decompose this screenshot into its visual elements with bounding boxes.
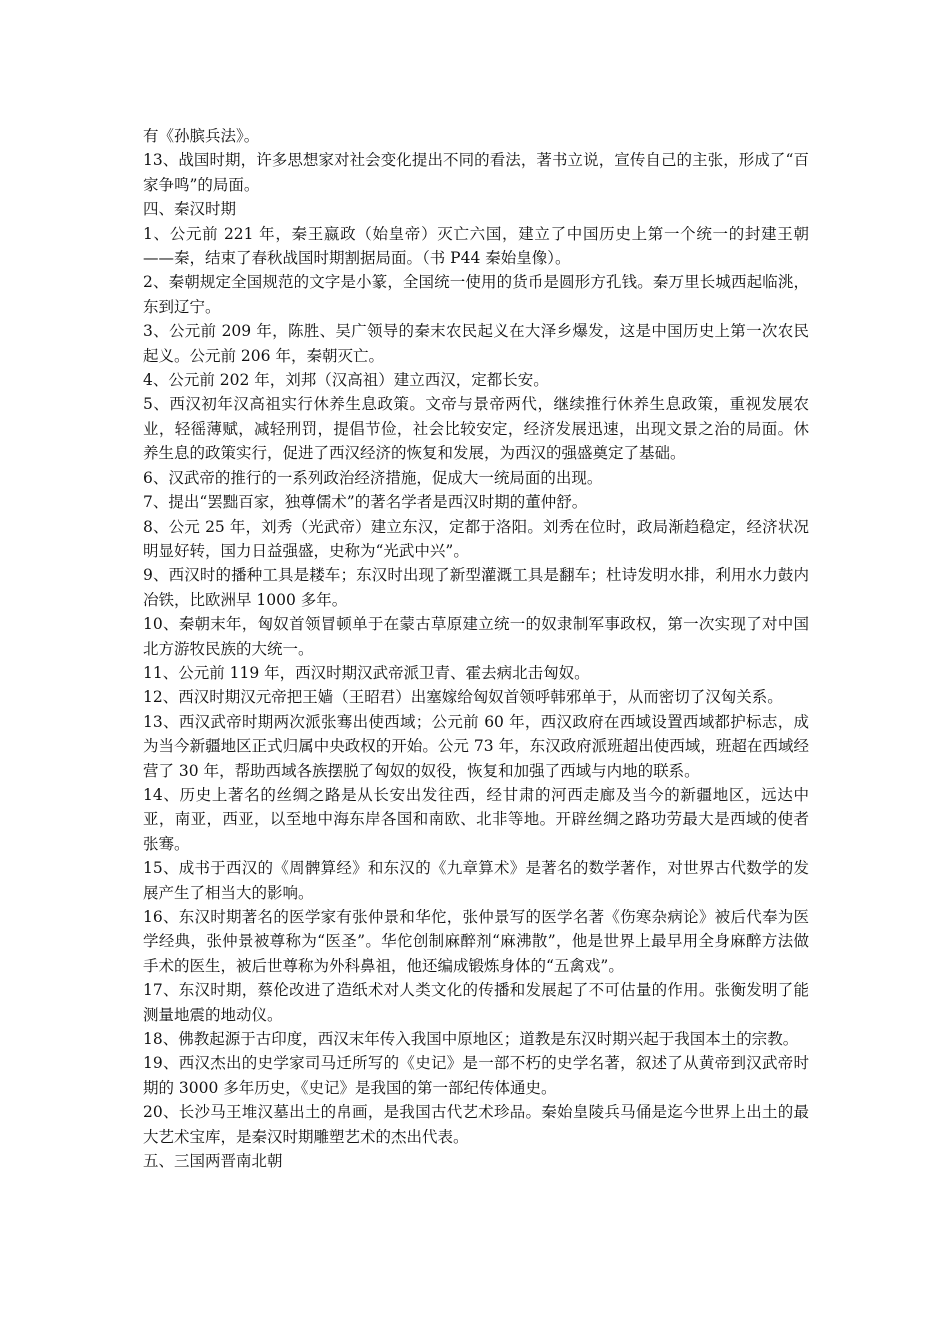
paragraph: 3、公元前 209 年，陈胜、吴广领导的秦末农民起义在大泽乡爆发，这是中国历史上第一次农民起义。公元前 206 年，秦朝灭亡。: [143, 322, 809, 365]
paragraph: 有《孙膑兵法》。: [143, 127, 260, 145]
paragraph: 2、秦朝规定全国规范的文字是小篆，全国统一使用的货币是圆形方孔钱。秦万里长城西起临洮，东到辽宁。: [143, 273, 809, 316]
paragraph: 20、长沙马王堆汉墓出土的帛画，是我国古代艺术珍品。秦始皇陵兵马俑是迄今世界上出土的最大艺术宝库，是秦汉时期雕塑艺术的杰出代表。: [143, 1103, 809, 1146]
paragraph: 15、成书于西汉的《周髀算经》和东汉的《九章算术》是著名的数学著作，对世界古代数学的发展产生了相当大的影响。: [143, 859, 809, 902]
paragraph: 5、西汉初年汉高祖实行休养生息政策。文帝与景帝两代，继续推行休养生息政策，重视发展农业，轻徭薄赋，减轻刑罚，提倡节俭，社会比较安定，经济发展迅速，出现文景之治的局面。休养生息的政策实行，促进了西汉经济的恢复和发展，为西汉的强盛奠定了基础。: [143, 395, 809, 463]
paragraph: 13、战国时期，许多思想家对社会变化提出不同的看法，著书立说，宣传自己的主张，形成了“百家争鸣”的局面。: [143, 151, 809, 194]
paragraph: 17、东汉时期，蔡伦改进了造纸术对人类文化的传播和发展起了不可估量的作用。张衡发明了能测量地震的地动仪。: [143, 981, 809, 1024]
section-heading: 四、秦汉时期: [143, 200, 237, 219]
paragraph: 9、西汉时的播种工具是耧车；东汉时出现了新型灌溉工具是翻车；杜诗发明水排，利用水力鼓内冶铁，比欧洲早 1000 多年。: [143, 566, 809, 609]
paragraph: 8、公元 25 年，刘秀（光武帝）建立东汉，定都于洛阳。刘秀在位时，政局渐趋稳定，经济状况明显好转，国力日益强盛，史称为“光武中兴”。: [143, 517, 809, 560]
paragraph: 4、公元前 202 年，刘邦（汉高祖）建立西汉，定都长安。: [143, 371, 549, 390]
paragraph: 7、提出“罢黜百家，独尊儒术”的著名学者是西汉时期的董仲舒。: [143, 493, 588, 512]
paragraph: 19、西汉杰出的史学家司马迁所写的《史记》是一部不朽的史学名著，叙述了从黄帝到汉武帝时期的 3000 多年历史，《史记》是我国的第一部纪传体通史。: [143, 1054, 809, 1097]
paragraph: 16、东汉时期著名的医学家有张仲景和华佗，张仲景写的医学名著《伤寒杂病论》被后代奉为医学经典，张仲景被尊称为“医圣”。华佗创制麻醉剂“麻沸散”，他是世界上最早用全身麻醉方法做手术的医生，被后世尊称为外科鼻祖，他还编成锻炼身体的“五禽戏”。: [143, 908, 809, 975]
paragraph: 13、西汉武帝时期两次派张骞出使西域；公元前 60 年，西汉政府在西域设置西域都护标志，成为当今新疆地区正式归属中央政权的开始。公元 73 年，东汉政府派班超出使西域，班超在西域经营了 30 年，帮助西域各族摆脱了匈奴的奴役，恢复和加强了西域与内地的联系。: [143, 712, 809, 780]
paragraph: 18、佛教起源于古印度，西汉末年传入我国中原地区；道教是东汉时期兴起于我国本土的宗教。: [143, 1030, 799, 1049]
section-heading: 五、三国两晋南北朝: [143, 1152, 283, 1171]
paragraph: 1、公元前 221 年，秦王嬴政（始皇帝）灭亡六国，建立了中国历史上第一个统一的封建王朝——秦，结束了春秋战国时期割据局面。（书 P44 秦始皇像）。: [143, 224, 809, 268]
paragraph: 12、西汉时期汉元帝把王嫱（王昭君）出塞嫁给匈奴首领呼韩邪单于，从而密切了汉匈关系。: [143, 688, 783, 707]
document-page: [143, 124, 809, 1173]
paragraph: 10、秦朝末年，匈奴首领冒顿单于在蒙古草原建立统一的奴隶制军事政权，第一次实现了对中国北方游牧民族的大统一。: [143, 615, 809, 658]
paragraph: 11、公元前 119 年，西汉时期汉武帝派卫青、霍去病北击匈奴。: [143, 663, 590, 682]
paragraph: 6、汉武帝的推行的一系列政治经济措施，促成大一统局面的出现。: [143, 468, 603, 487]
paragraph: 14、历史上著名的丝绸之路是从长安出发往西，经甘肃的河西走廊及当今的新疆地区，远达中亚，南亚，西亚，以至地中海东岸各国和南欧、北非等地。开辟丝绸之路功劳最大是西域的使者张骞。: [143, 785, 809, 853]
